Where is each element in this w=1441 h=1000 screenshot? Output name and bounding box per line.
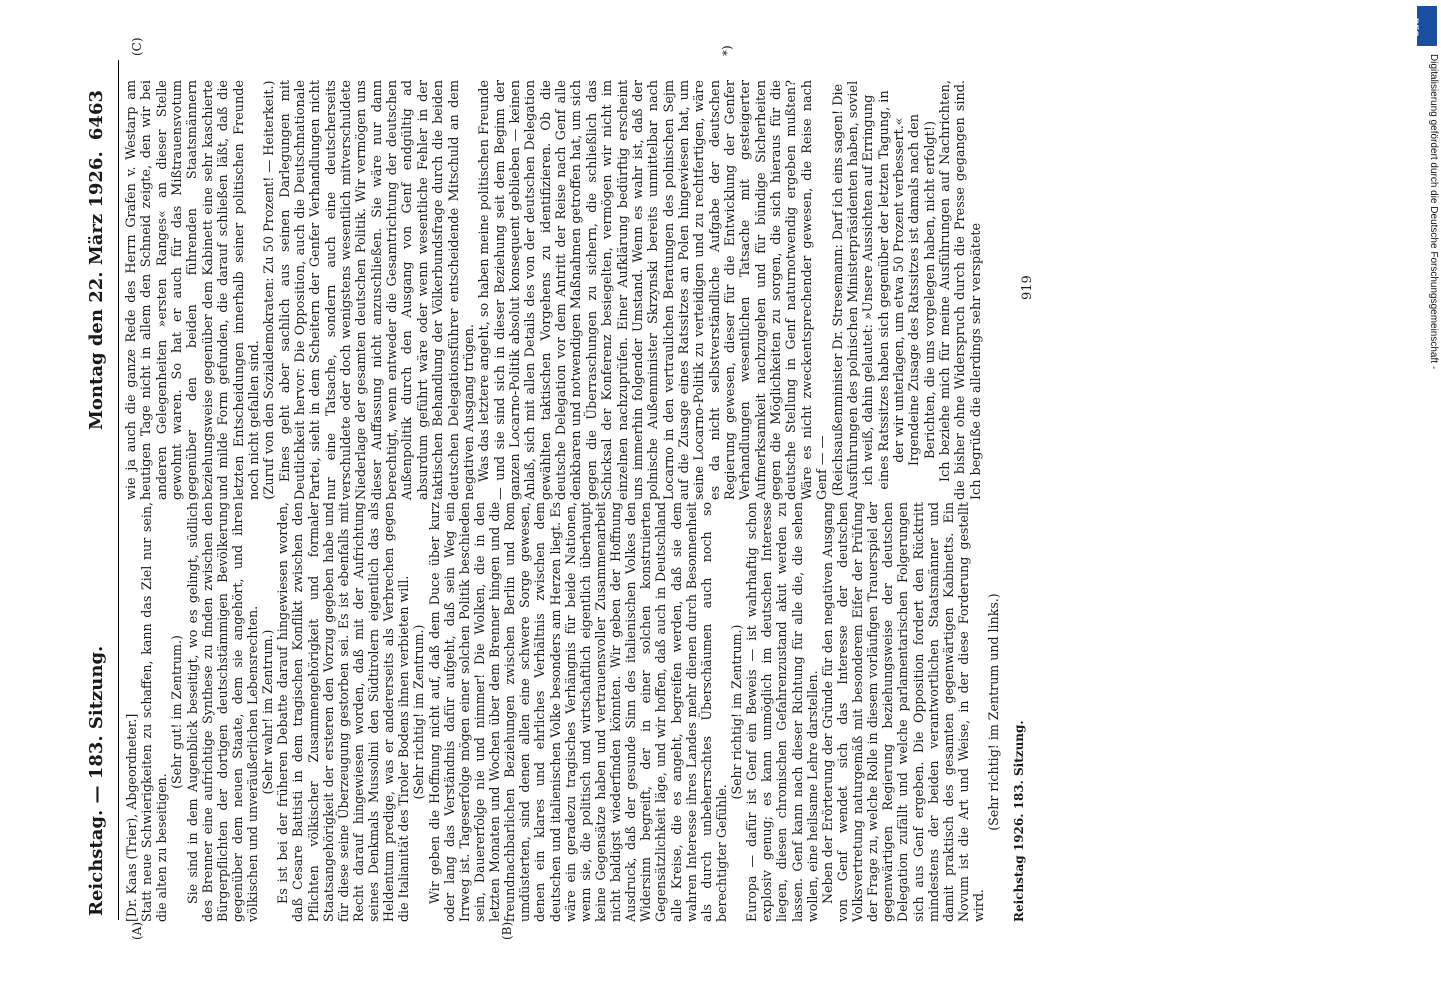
page-number-footer: 919 xyxy=(1020,275,1035,300)
left-column-paragraph: (Sehr gut! im Zentrum.) xyxy=(169,635,185,789)
right-column xyxy=(124,80,984,500)
left-column-paragraph: Europa — dafür ist Genf ein Beweis — ist wahrhaftig schon explosiv genug; es kann unmöglich im deutschen Interesse liegen, diesen chronischen Gefahrenzustand akut werden zu lassen. Genf kann nach dieser Richtung für alle die, die sehen wollen, eine heilsame Lehre darstellen. xyxy=(744,502,820,922)
page-number-header: 6463 xyxy=(86,90,107,141)
dfg-logo-text: DFG xyxy=(1410,18,1420,37)
left-column-paragraph: Wir geben die Hoffnung nicht auf, daß dem Duce über kurz oder lang das Verständnis dafür aufgeht, daß sein Weg ein Irrweg ist. Tageserfolge mögen einer solchen Politik beschieden sein, Dauererfolge nie und nimmer! Die Wolken, die in den letzten Monaten und Wochen über dem Brenner hingen und die freundnachbarlichen Beziehungen zwischen Berlin und Rom umdüsterten, sind denen allen eine schwere Sorge gewesen, denen ein klares und ehrliches Verhältnis zwischen dem deutschen und italienischen Volke besonders am Herzen liegt. Es wäre ein geradezu tragisches Verhängnis für beide Nationen, wenn sie, die politisch und wirtschaftlich eigentlich überhaupt keine Gegensätze haben und vertrauensvoller Zusammenarbeit nicht baldigst wiederfinden könnten. Wir geben der Hoffnung Ausdruck, daß der gesunde Sinn des italienischen Volkes den Widersinn begreift, der in einer solchen konstruierten Gegensätzlichkeit läge, und wir hoffen, daß auch in Deutschland alle Kreise, die es angeht, begreifen werden, daß sie dem wahren Interesse ihres Landes mehr dienen durch Besonnenheit als durch unbeherrschtes Überschäumen auch noch so berechtigter Gefühle. xyxy=(426,502,729,922)
left-column-paragraph: (Sehr richtig! im Zentrum und links.) xyxy=(986,593,1002,831)
left-column-paragraph: [Dr. Kaas (Trier), Abgeordneter.] xyxy=(124,713,139,922)
right-column-paragraph: Ich beziehe mich für meine Ausführungen auf Nachrichten, die bisher ohne Widerspruch durch die Presse gegangen sind. Ich begrüße die allerdings sehr verspätete xyxy=(938,80,984,500)
header-left: Reichstag. — 183. Sitzung. xyxy=(86,645,107,916)
right-column-paragraph: wie ja auch die ganze Rede des Herrn Grafen v. Westarp am heutigen Tage nicht in allem den Schneid zeigte, den wir bei anderen Gelegenheiten »ersten Ranges« an dieser Stelle gewohnt waren. So hat er auch für das Mißtrauensvotum gegenüber den beiden führenden Staatsmännern beziehungsweise gegenüber dem Kabinett eine sehr kaschierte und milde Form gefunden, die darauf schließen läßt, daß die letzten Entscheidungen innerhalb seiner politischen Freunde noch nicht gefallen sind. xyxy=(124,80,262,500)
header-center: Montag den 22. März 1926. xyxy=(86,151,107,430)
right-column-paragraph: Eines geht aber sachlich aus seinen Darlegungen mit Deutlichkeit hervor: Die Opposition, auch die Deutschnationale Partei, sieht in dem Scheitern der Genfer Verhandlungen nicht nur eine Tatsache, sondern auch eine deutscherseits verschuldete oder doch wenigstens wesentlich mitverschuldete Niederlage der gesamten deutschen Politik. Wir vermögen uns dieser Auffassung nicht anzuschließen. Sie wäre nur dann berechtigt, wenn entweder die Gesamtrichtung der deutschen Außenpolitik durch den Ausgang von Genf endgültig ad absurdum geführt wäre oder wenn wesentliche Fehler in der taktischen Behandlung der Völkerbundsfrage durch die beiden deutschen Delegationsführer entscheidende Mitschuld an dem negativen Ausgang trügen. xyxy=(277,80,477,500)
left-column-paragraph: Statt neue Schwierigkeiten zu schaffen, kann das Ziel nur sein, die alten zu beseitigen. xyxy=(139,502,170,922)
side-caption-text: Digitalisierung gefördert durch die Deutsche Forschungsgemeinschaft - xyxy=(1428,54,1439,370)
page-header xyxy=(78,70,114,930)
left-column-paragraph: (Sehr wahr! im Zentrum.) xyxy=(260,629,276,795)
page-footer: Reichstag 1926. 183. Sitzung. xyxy=(1012,720,1026,922)
margin-marker-c: (C) xyxy=(130,37,144,56)
header-rule xyxy=(118,60,119,920)
left-column-paragraph: (Sehr richtig! im Zentrum.) xyxy=(729,624,744,800)
right-column-paragraph: (Zuruf von den Sozialdemokraten: Zu 50 Prozent! — Heiterkeit.) xyxy=(262,80,278,500)
right-column-paragraph: Was das letztere angeht, so haben meine politischen Freunde — und sie sind sich in dieser Beziehung seit dem Beginn der ganzen Locarno-Politik absolut konsequent geblieben — keinen Anlaß, sich mit allen Details des von der deutschen Delegation gewählten taktischen Vorgehens zu identifizieren. Ob die deutsche Delegation vor dem Antritt der Reise nach Genf alle denkbaren und notwendigen Maßnahmen getroffen hat, um sich gegen die Überraschungen zu sichern, die schließlich das Schicksal der Konferenz besiegelten, vermögen wir nicht im einzelnen nachzuprüfen. Einer Aufklärung bedürftig erscheint uns immerhin folgender Umstand. Wenn es wahr ist, daß der polnische Außenminister Skrzynski bereits unmittelbar nach Locarno in den vertraulichen Beratungen des polnischen Sejm auf die Zusage eines Ratssitzes an Polen hingewiesen hat, um seine Locarno-Politik zu verteidigen und zu rechtfertigen, wäre es da nicht selbstverständliche Aufgabe der deutschen Regierung gewesen, dieser für die Entwicklung der Genfer Verhandlungen wesentlichen Tatsache mit gesteigerter Aufmerksamkeit nachzugehen und für bündige Sicherheiten gegen die Möglichkeiten zu sorgen, die sich hieraus für die deutsche Stellung in Genf naturnotwendig ergeben mußten? Wäre es nicht zweckentsprechender gewesen, die Reise nach Genf — — xyxy=(477,80,831,500)
left-column-paragraph: Es ist bei der früheren Debatte darauf hingewiesen worden, daß Cesare Battisti in dem tragischen Konflikt zwischen den Pflichten völkischer Zusammengehörigkeit und formaler Staatsangehörigkeit der ersteren den Vorzug gegeben habe und für diese seine Überzeugung gestorben sei. Es ist ebenfalls mit Recht darauf hingewiesen worden, daß mit der Aufrichtung seines Denkmals Mussolini den Südtirolern eigentlich das als Heldentum predige, was er andererseits als Verbrechen gegen die Italianität des Tiroler Bodens ihnen verbieten will. xyxy=(275,502,412,922)
left-column xyxy=(124,502,1001,922)
margin-marker-footnote: *) xyxy=(720,45,734,56)
side-caption xyxy=(1425,6,1441,986)
margin-marker-b: (B) xyxy=(500,921,514,940)
margin-marker-a: (A) xyxy=(130,921,144,940)
left-column-paragraph: (Sehr richtig! im Zentrum.) xyxy=(411,624,427,800)
right-column-paragraph: (Reichsaußenminister Dr. Stresemann: Darf ich eins sagen! Die Ausführungen des polnischen Ministerpräsidenten haben, soviel ich weiß, dahin gelautet: »Unsere Aussichten auf Erringung eines Ratssitzes haben sich gegenüber der letzten Tagung, in der wir unterlagen, um etwa 50 Prozent verbessert.« Irgendeine Zusage des Ratssitzes ist damals nach den Berichten, die uns vorgelegen haben, nicht erfolgt!) xyxy=(830,80,938,500)
left-column-paragraph: Sie sind in dem Augenblick beseitigt, wo es gelingt, südlich des Brenner eine aufrichtige Synthese zu finden zwischen den Bürgerpflichten der dortigen deutschstämmigen Bevölkerung gegenüber dem neuen Staate, dem sie angehört, und ihren völkischen und unveräußerlichen Lebensrechten. xyxy=(184,502,260,922)
left-column-paragraph: Neben der Erörterung der Gründe für den negativen Ausgang von Genf wendet sich das Interesse der deutschen Volksvertretung naturgemäß mit besonderem Eifer der Prüfung der Frage zu, welche Rolle in diesem vorläufigen Trauerspiel der gegenwärtigen Regierung beziehungsweise der deutschen Delegation zufällt und welche parlamentarischen Folgerungen sich aus Genf ergeben. Die Opposition fordert den Rücktritt mindestens der beiden verantwortlichen Staatsmänner und damit praktisch des gesamten gegenwärtigen Kabinetts. Ein Novum ist die Art und Weise, in der diese Forderung gestellt wird. xyxy=(819,502,986,922)
